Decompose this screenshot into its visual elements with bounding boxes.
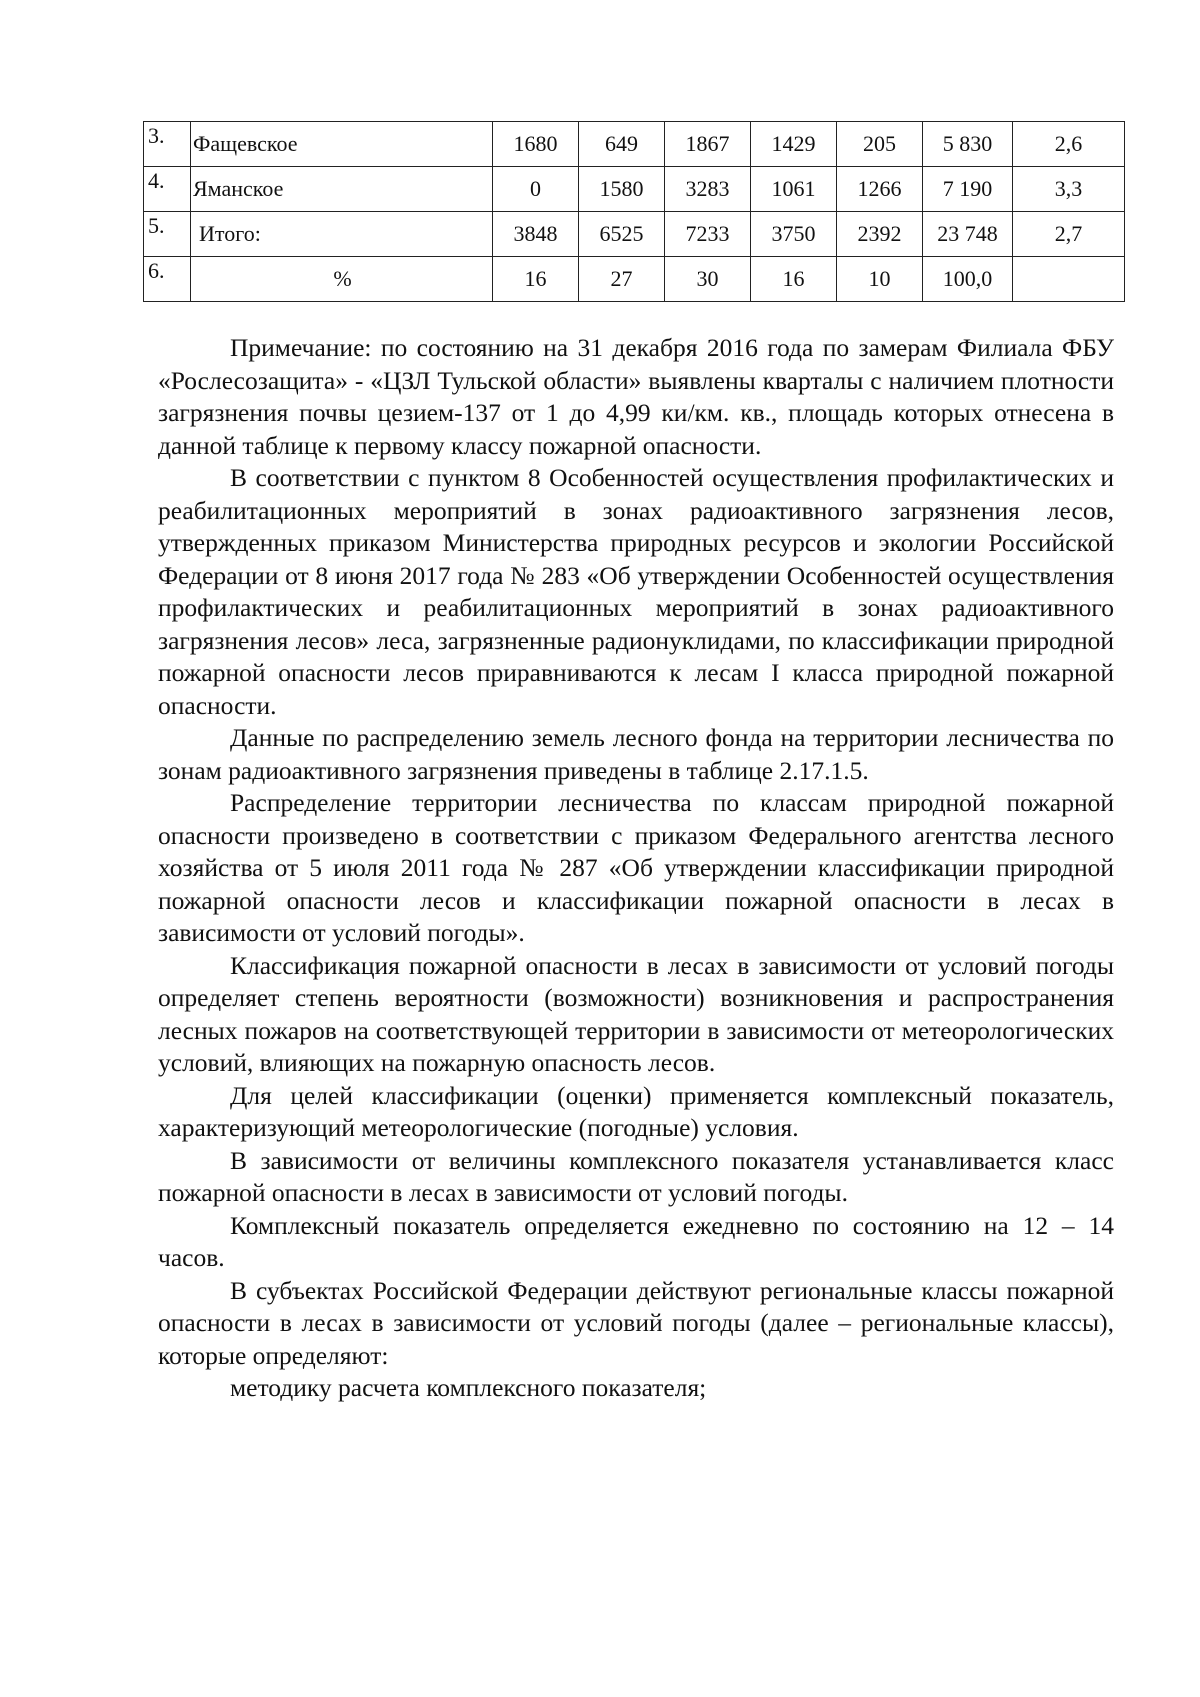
average-class-cell: 2,6 [1013, 122, 1125, 167]
table-cell: 1429 [751, 122, 837, 167]
note-paragraph: Примечание: по состоянию на 31 декабря 2016 года по замерам Филиала ФБУ «Рослесозащита» - «ЦЗЛ Тульской области» выявлены кварталы с наличием плотности загрязнения почвы цезием-137 от 1 до 4,99 ки/км. кв., площадь которых отнесена в данной таблице к первому классу пожарной опасности. [158, 333, 1114, 460]
row-number: 5. [144, 212, 191, 257]
total-label: Итого: [191, 212, 493, 257]
table-cell: 27 [579, 257, 665, 302]
average-class-cell [1013, 257, 1125, 302]
table-cell: 3750 [751, 212, 837, 257]
paragraph: Комплексный показатель определяется ежедневно по состоянию на 12 – 14 часов. [158, 1210, 1114, 1272]
paragraph: В зависимости от величины комплексного показателя устанавливается класс пожарной опасности в лесах в зависимости от условий погоды. [158, 1145, 1114, 1207]
table-cell: 1266 [837, 167, 923, 212]
row-number: 4. [144, 167, 191, 212]
table-cell: 3848 [493, 212, 579, 257]
table-row [144, 212, 1125, 257]
fire-hazard-table [143, 121, 1125, 302]
forestry-name: Яманское [191, 167, 493, 212]
table-cell: 649 [579, 122, 665, 167]
table-cell: 1680 [493, 122, 579, 167]
paragraph: Распределение территории лесничества по классам природной пожарной опасности произведено в соответствии с приказом Федерального агентства лесного хозяйства от 5 июля 2011 года № 287 «Об утверждении классификации природной пожарной опасности лесов и классификации пожарной опасности в лесах в зависимости от условий погоды». [158, 788, 1114, 947]
average-class-cell: 2,7 [1013, 212, 1125, 257]
paragraph: Классификация пожарной опасности в лесах в зависимости от условий погоды определяет степень вероятности (возможности) возникновения и распространения лесных пожаров на соответствующей территории в зависимости от метеорологических условий, влияющих на пожарную опасность лесов. [158, 950, 1114, 1077]
row-number: 6. [144, 257, 191, 302]
body-text [158, 332, 1114, 1405]
table-cell: 30 [665, 257, 751, 302]
table-cell: 16 [751, 257, 837, 302]
total-cell: 7 190 [923, 167, 1013, 212]
table-cell: 1580 [579, 167, 665, 212]
table-cell: 1061 [751, 167, 837, 212]
table-cell: 16 [493, 257, 579, 302]
table-cell: 205 [837, 122, 923, 167]
average-class-cell: 3,3 [1013, 167, 1125, 212]
table-cell: 3283 [665, 167, 751, 212]
table-cell: 2392 [837, 212, 923, 257]
total-cell: 5 830 [923, 122, 1013, 167]
table-row [144, 167, 1125, 212]
table-cell: 6525 [579, 212, 665, 257]
table-cell: 0 [493, 167, 579, 212]
paragraph: В субъектах Российской Федерации действуют региональные классы пожарной опасности в лесах в зависимости от условий погоды (далее – региональные классы), которые определяют: [158, 1275, 1114, 1370]
table-cell: 10 [837, 257, 923, 302]
percent-label: % [191, 257, 493, 302]
total-cell: 100,0 [923, 257, 1013, 302]
table-cell: 1867 [665, 122, 751, 167]
paragraph: методику расчета комплексного показателя; [230, 1373, 707, 1402]
row-number: 3. [144, 122, 191, 167]
table-cell: 7233 [665, 212, 751, 257]
forestry-name: Фащевское [191, 122, 493, 167]
table-row [144, 122, 1125, 167]
paragraph: В соответствии с пунктом 8 Особенностей осуществления профилактических и реабилитационных мероприятий в зонах радиоактивного загрязнения лесов, утвержденных приказом Министерства природных ресурсов и экологии Российской Федерации от 8 июня 2017 года № 283 «Об утверждении Особенностей осуществления профилактических и реабилитационных мероприятий в зонах радиоактивного загрязнения лесов» леса, загрязненные радионуклидами, по классификации природной пожарной опасности лесов приравниваются к лесам I класса природной пожарной опасности. [158, 463, 1114, 720]
table-row [144, 257, 1125, 302]
paragraph: Для целей классификации (оценки) применяется комплексный показатель, характеризующий метеорологические (погодные) условия. [158, 1080, 1114, 1142]
total-cell: 23 748 [923, 212, 1013, 257]
paragraph: Данные по распределению земель лесного фонда на территории лесничества по зонам радиоактивного загрязнения приведены в таблице 2.17.1.5. [158, 723, 1114, 785]
